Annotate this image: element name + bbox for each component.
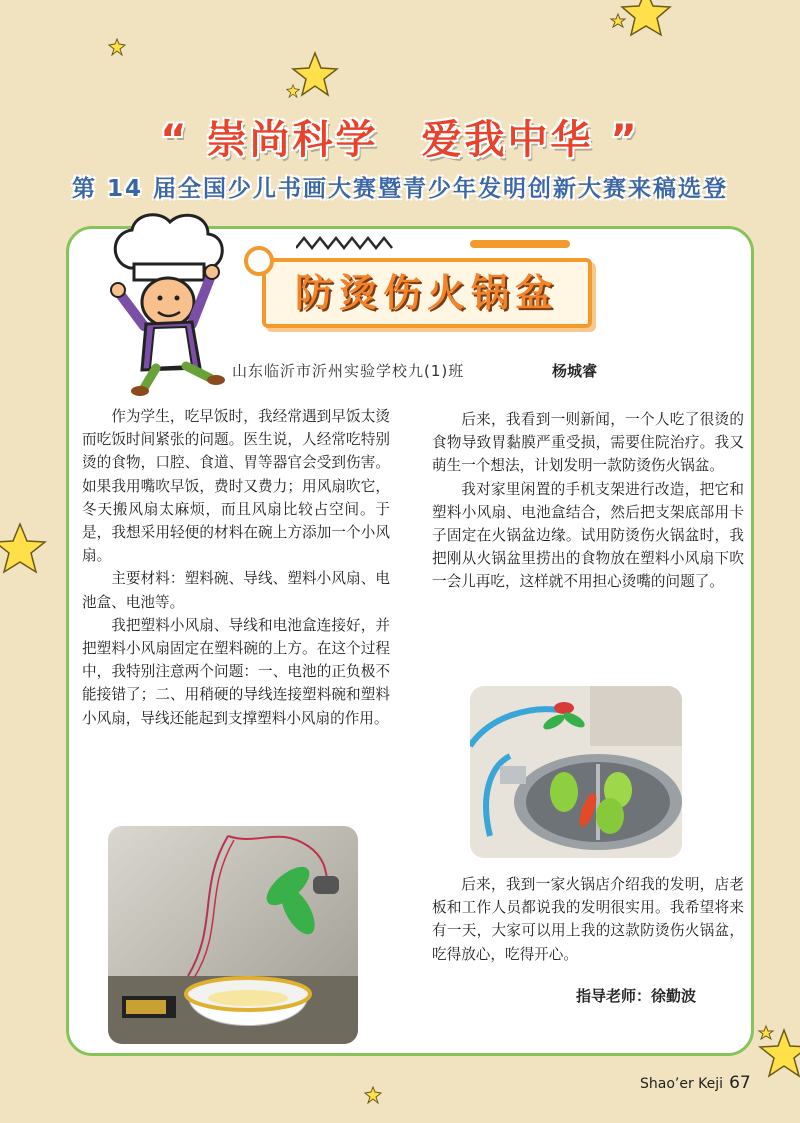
- page-footer: [640, 1073, 751, 1093]
- paragraph: 后来，我到一家火锅店介绍我的发明，店老板和工作人员都说我的发明很实用。我希望将来有一天，大家可以用上我的这款防烫伤火锅盆，吃得放心，吃得开心。: [432, 876, 744, 963]
- byline: [232, 360, 612, 382]
- paragraph: 我把塑料小风扇、导线和电池盒连接好，并把塑料小风扇固定在塑料碗的上方。在这个过程中，我特别注意两个问题：一、电池的正负极不能接错了；二、用稍硬的导线连接塑料碗和塑料小风扇，导线还能起到支撑塑料小风扇的作用。: [82, 616, 390, 727]
- chef-mascot-icon: [100, 208, 240, 398]
- right-column-bottom: [432, 873, 744, 966]
- bowl-fan-photo: [108, 826, 358, 1044]
- advisor-teacher: 指导老师：徐勤波: [576, 987, 697, 1005]
- article-title: 防烫伤火锅盆: [294, 271, 559, 315]
- slogan-heading: “ 崇尚科学 爱我中华 ”: [160, 117, 640, 163]
- paragraph: 后来，我看到一则新闻，一个人吃了很烫的食物导致胃黏膜严重受损，需要住院治疗。我又萌生一个想法，计划发明一款防烫伤火锅盆。: [432, 411, 744, 475]
- author-school: 山东临沂市沂州实验学校九(1)班: [232, 362, 465, 380]
- paragraph: 主要材料：塑料碗、导线、塑料小风扇、电池盒、电池等。: [82, 570, 390, 611]
- star-icon: [0, 520, 50, 580]
- left-column: [82, 405, 390, 730]
- page-number: 67: [729, 1073, 751, 1093]
- star-icon: [752, 1018, 800, 1088]
- right-column-top: [432, 408, 744, 594]
- paragraph: 我对家里闲置的手机支架进行改造，把它和塑料小风扇、电池盒结合，然后把支架底部用卡子固定在火锅盆边缘。试用防烫伤火锅盆时，我把刚从火锅盆里捞出的食物放在塑料小风扇下吹一会儿再吃，这样就不用担心烫嘴的问题了。: [432, 480, 744, 591]
- magazine-name: Shao’er Keji: [640, 1076, 724, 1092]
- subtitle-heading: 第 14 届全国少儿书画大赛暨青少年发明创新大赛来稿选登: [71, 176, 729, 202]
- hotpot-fan-photo: [470, 686, 682, 858]
- title-bar-decoration: [470, 240, 570, 248]
- star-icon: [286, 84, 300, 98]
- star-icon: [364, 1086, 382, 1104]
- zigzag-decoration: [296, 236, 456, 250]
- star-icon: [108, 38, 126, 56]
- star-icon: [606, 0, 686, 40]
- paragraph: 作为学生，吃早饭时，我经常遇到早饭太烫而吃饭时间紧张的问题。医生说，人经常吃特别烫的食物，口腔、食道、胃等器官会受到伤害。如果我用嘴吹早饭，费时又费力；用风扇吹它，冬天搬风扇太麻烦，而且风扇比较占空间。于是，我想采用轻便的材料在碗上方添加一个小风扇。: [82, 408, 390, 565]
- author-name: 杨城睿: [552, 362, 598, 380]
